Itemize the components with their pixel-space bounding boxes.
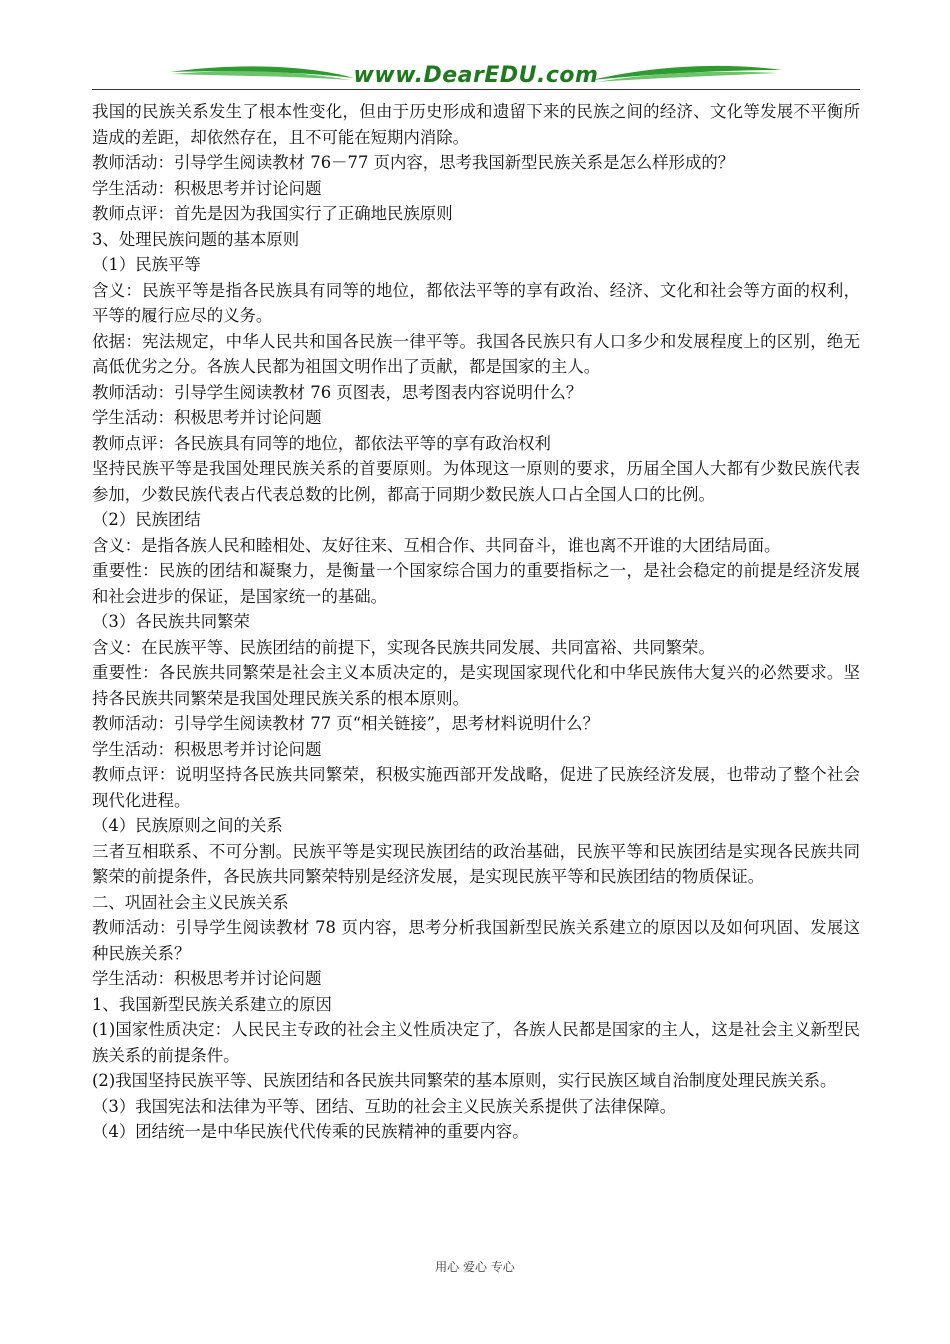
paragraph: 教师点评：首先是因为我国实行了正确地民族原则 xyxy=(92,204,453,223)
paragraph: （3）我国宪法和法律为平等、团结、互助的社会主义民族关系提供了法律保障。 xyxy=(92,1096,677,1116)
section-heading: 二、巩固社会主义民族关系 xyxy=(92,892,289,912)
paragraph: 学生活动：积极思考并讨论问题 xyxy=(92,408,322,427)
paragraph: 依据：宪法规定，中华人民共和国各民族一律平等。我国各民族只有人口多少和发展程度上的区别，绝无高低优劣之分。各族人民都为祖国文明作出了贡献，都是国家的主人。 xyxy=(92,331,860,376)
paragraph: 教师活动：引导学生阅读教材 78 页内容，思考分析我国新型民族关系建立的原因以及如何巩固、发展这种民族关系？ xyxy=(92,918,860,963)
paragraph: (1)国家性质决定：人民民主专政的社会主义性质决定了，各族人民都是国家的主人，这是社会主义新型民族关系的前提条件。 xyxy=(92,1020,860,1065)
section-heading: 3、处理民族问题的基本原则 xyxy=(92,229,300,249)
paragraph: 学生活动：积极思考并讨论问题 xyxy=(92,739,322,759)
paragraph: （4）团结统一是中华民族代代传乘的民族精神的重要内容。 xyxy=(92,1122,529,1141)
section-heading: 1、我国新型民族关系建立的原因 xyxy=(92,994,332,1014)
subsection-heading: （4）民族原则之间的关系 xyxy=(92,816,283,835)
paragraph: 三者互相联系、不可分割。民族平等是实现民族团结的政治基础，民族平等和民族团结是实现各民族共同繁荣的前提条件，各民族共同繁荣特别是经济发展，是实现民族平等和民族团结的物质保证。 xyxy=(92,841,860,886)
page-footer: 用心 爱心 专心 xyxy=(435,1260,515,1274)
paragraph: (2)我国坚持民族平等、民族团结和各民族共同繁荣的基本原则，实行民族区域自治制度处理民族关系。 xyxy=(92,1071,837,1090)
paragraph: 教师活动：引导学生阅读教材 76 页图表，思考图表内容说明什么？ xyxy=(92,382,583,402)
paragraph: 坚持民族平等是我国处理民族关系的首要原则。为体现这一原则的要求，历届全国人大都有少数民族代表参加，少数民族代表占代表总数的比例，都高于同期少数民族人口占全国人口的比例。 xyxy=(92,459,860,504)
subsection-heading: （1）民族平等 xyxy=(92,255,201,274)
subsection-heading: （3）各民族共同繁荣 xyxy=(92,612,250,631)
paragraph: 含义：在民族平等、民族团结的前提下，实现各民族共同发展、共同富裕、共同繁荣。 xyxy=(92,637,715,657)
paragraph: 教师活动：引导学生阅读教材 76－77 页内容，思考我国新型民族关系是怎么样形成的？ xyxy=(92,153,735,172)
paragraph: 含义：民族平等是指各民族具有同等的地位，都依法平等的享有政治、经济、文化和社会等方面的权利，平等的履行应尽的义务。 xyxy=(92,280,860,325)
page-header xyxy=(92,58,860,92)
site-logo-text: www.DearEDU.com xyxy=(353,63,599,88)
document-body xyxy=(92,99,860,1145)
subsection-heading: （2）民族团结 xyxy=(92,510,201,529)
paragraph: 教师点评：说明坚持各民族共同繁荣，积极实施西部开发战略，促进了民族经济发展，也带动了整个社会现代化进程。 xyxy=(92,765,860,810)
paragraph: 重要性：民族的团结和凝聚力，是衡量一个国家综合国力的重要指标之一，是社会稳定的前提是经济发展和社会进步的保证，是国家统一的基础。 xyxy=(92,561,860,606)
paragraph: 重要性：各民族共同繁荣是社会主义本质决定的，是实现国家现代化和中华民族伟大复兴的必然要求。坚持各民族共同繁荣是我国处理民族关系的根本原则。 xyxy=(92,663,860,708)
header-divider xyxy=(92,89,860,90)
paragraph: 教师点评：各民族具有同等的地位，都依法平等的享有政治权利 xyxy=(92,433,551,453)
paragraph: 教师活动：引导学生阅读教材 77 页“相关链接”，思考材料说明什么？ xyxy=(92,714,599,733)
paragraph: 学生活动：积极思考并讨论问题 xyxy=(92,178,322,198)
paragraph: 含义：是指各族人民和睦相处、友好往来、互相合作、共同奋斗，谁也离不开谁的大团结局面。 xyxy=(92,535,781,555)
paragraph: 我国的民族关系发生了根本性变化，但由于历史形成和遗留下来的民族之间的经济、文化等发展不平衡所造成的差距，却依然存在，且不可能在短期内消除。 xyxy=(92,102,860,147)
paragraph: 学生活动：积极思考并讨论问题 xyxy=(92,969,322,988)
